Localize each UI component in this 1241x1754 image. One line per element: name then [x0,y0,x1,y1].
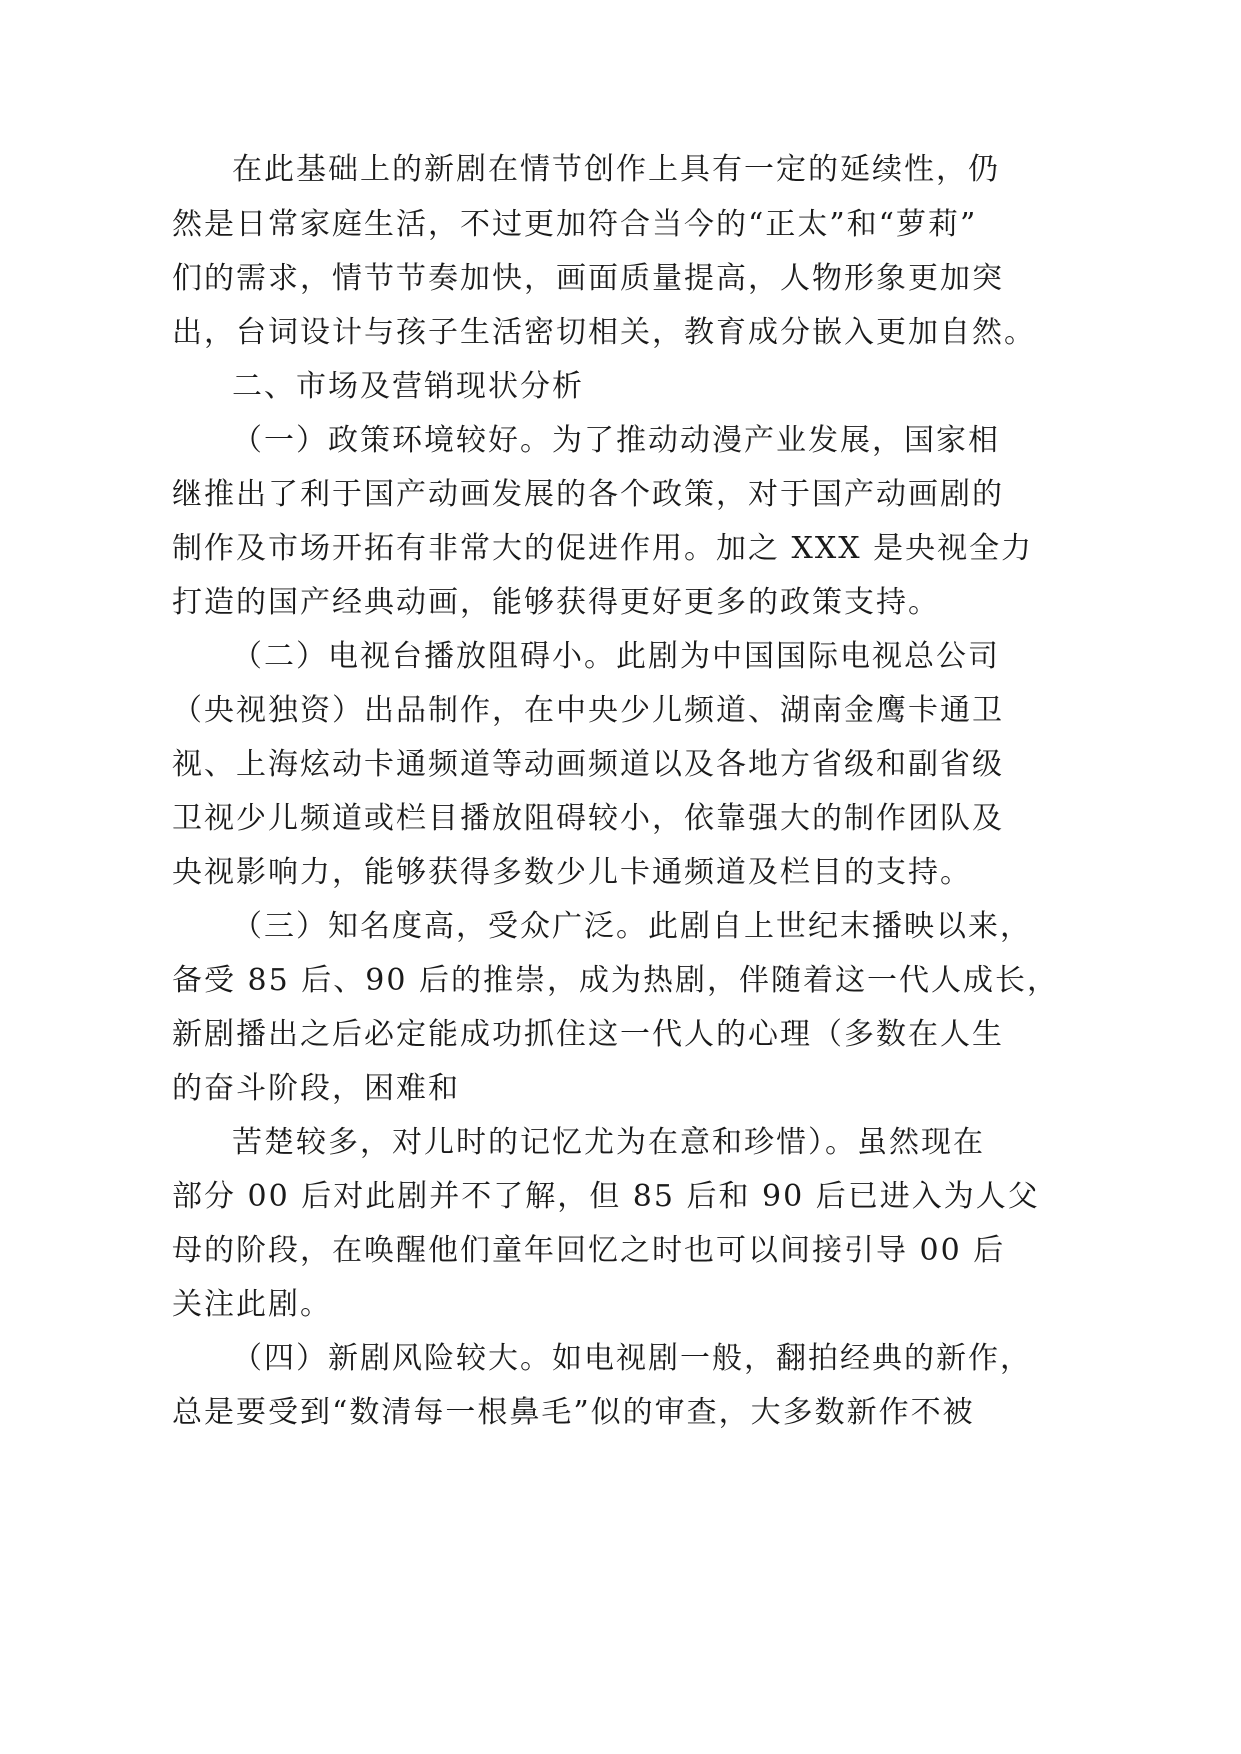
paragraph-line: 然是日常家庭生活，不过更加符合当今的“正太”和“萝莉” [172,207,978,242]
paragraph-line: 新剧播出之后必定能成功抓住这一代人的心理（多数在人生 [172,1017,1004,1052]
paragraph-line: （央视独资）出品制作，在中央少儿频道、湖南金鹰卡通卫 [172,693,1004,728]
paragraph-line: 母的阶段，在唤醒他们童年回忆之时也可以间接引导 00 后 [172,1233,1006,1268]
paragraph-line: 卫视少儿频道或栏目播放阻碍较小，依靠强大的制作团队及 [172,801,1004,836]
paragraph-line: 部分 00 后对此剧并不了解，但 85 后和 90 后已进入为人父 [172,1179,1040,1214]
paragraph-line: 在此基础上的新剧在情节创作上具有一定的延续性，仍 [232,152,1000,187]
paragraph-line: 总是要受到“数清每一根鼻毛”似的审查，大多数新作不被 [172,1395,975,1430]
paragraph-line: 视、上海炫动卡通频道等动画频道以及各地方省级和副省级 [172,747,1004,782]
paragraph-line: 出，台词设计与孩子生活密切相关，教育成分嵌入更加自然。 [172,315,1036,350]
paragraph-line: （四）新剧风险较大。如电视剧一般，翻拍经典的新作， [232,1341,1032,1376]
paragraph-line: 的奋斗阶段，困难和 [172,1071,460,1106]
paragraph-line: 们的需求，情节节奏加快，画面质量提高，人物形象更加突 [172,261,1004,296]
paragraph-line: （二）电视台播放阻碍小。此剧为中国国际电视总公司 [232,639,1000,674]
paragraph-line: 关注此剧。 [172,1287,332,1322]
paragraph-line: 苦楚较多，对儿时的记忆尤为在意和珍惜）。虽然现在 [232,1125,985,1160]
paragraph-line: （一）政策环境较好。为了推动动漫产业发展，国家相 [232,423,1000,458]
paragraph-line: 继推出了利于国产动画发展的各个政策，对于国产动画剧的 [172,477,1004,512]
section-heading: 二、市场及营销现状分析 [232,369,584,404]
paragraph-line: 备受 85 后、90 后的推崇，成为热剧，伴随着这一代人成长， [172,963,1059,998]
paragraph-line: 制作及市场开拓有非常大的促进作用。加之 XXX 是央视全力 [172,531,1034,566]
paragraph-line: （三）知名度高，受众广泛。此剧自上世纪末播映以来， [232,909,1032,944]
paragraph-line: 央视影响力，能够获得多数少儿卡通频道及栏目的支持。 [172,855,972,890]
paragraph-line: 打造的国产经典动画，能够获得更好更多的政策支持。 [172,585,940,620]
